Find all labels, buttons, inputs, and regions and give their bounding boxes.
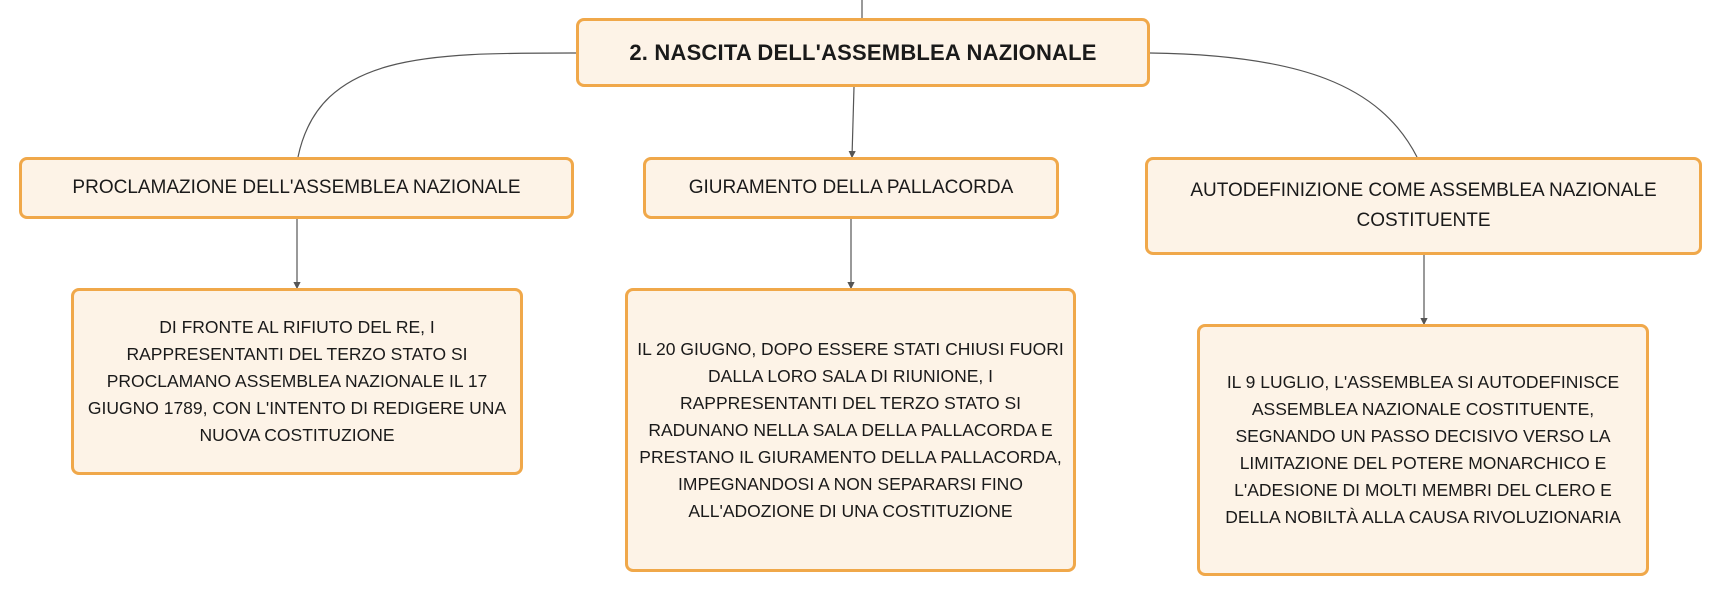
root-to-branch-2-connector <box>852 87 854 157</box>
detail-text-autodefinizione: IL 9 LUGLIO, L'ASSEMBLEA SI AUTODEFINISCE ASSEMBLEA NAZIONALE COSTITUENTE, SEGNANDO UN PASSO DECISIVO VERSO LA LIMITAZIONE DEL POTERE MONARCHICO E L'ADESIONE DI MOLTI MEMBRI DEL CLERO E DELLA NOBILTÀ ALLA CAUSA RIVOLUZIONARIA <box>1225 372 1621 527</box>
root-topic-label: 2. NASCITA DELL'ASSEMBLEA NAZIONALE <box>629 39 1097 65</box>
branch-node-autodefinizione[interactable] <box>1145 157 1702 255</box>
branch-label-autodefinizione: AUTODEFINIZIONE COME ASSEMBLEA NAZIONALE COSTITUENTE <box>1190 180 1657 231</box>
root-topic-node[interactable] <box>576 18 1150 87</box>
branch-label-proclamazione: PROCLAMAZIONE DELL'ASSEMBLEA NAZIONALE <box>72 177 521 198</box>
detail-text-proclamazione: DI FRONTE AL RIFIUTO DEL RE, I RAPPRESENTANTI DEL TERZO STATO SI PROCLAMANO ASSEMBLEA NAZIONALE IL 17 GIUGNO 1789, CON L'INTENTO DI REDIGERE UNA NUOVA COSTITUZIONE <box>87 317 507 445</box>
branch-node-proclamazione[interactable] <box>19 157 574 219</box>
detail-text-giuramento: IL 20 GIUGNO, DOPO ESSERE STATI CHIUSI FUORI DALLA LORO SALA DI RIUNIONE, I RAPPRESENTANTI DEL TERZO STATO SI RADUNANO NELLA SALA DELLA PALLACORDA E PRESTANO IL GIURAMENTO DELLA PALLACORDA, IMPEGNANDOSI A NON SEPARARSI FINO ALL'ADOZIONE DI UNA COSTITUZIONE <box>637 338 1064 521</box>
root-to-branch-3-connector <box>1150 53 1417 157</box>
branch-label-giuramento: GIURAMENTO DELLA PALLACORDA <box>688 177 1014 198</box>
root-to-branch-1-connector <box>298 53 576 157</box>
detail-node-proclamazione[interactable] <box>71 288 523 475</box>
detail-node-autodefinizione[interactable] <box>1197 324 1649 576</box>
detail-node-giuramento[interactable] <box>625 288 1076 572</box>
branch-node-giuramento[interactable] <box>643 157 1059 219</box>
